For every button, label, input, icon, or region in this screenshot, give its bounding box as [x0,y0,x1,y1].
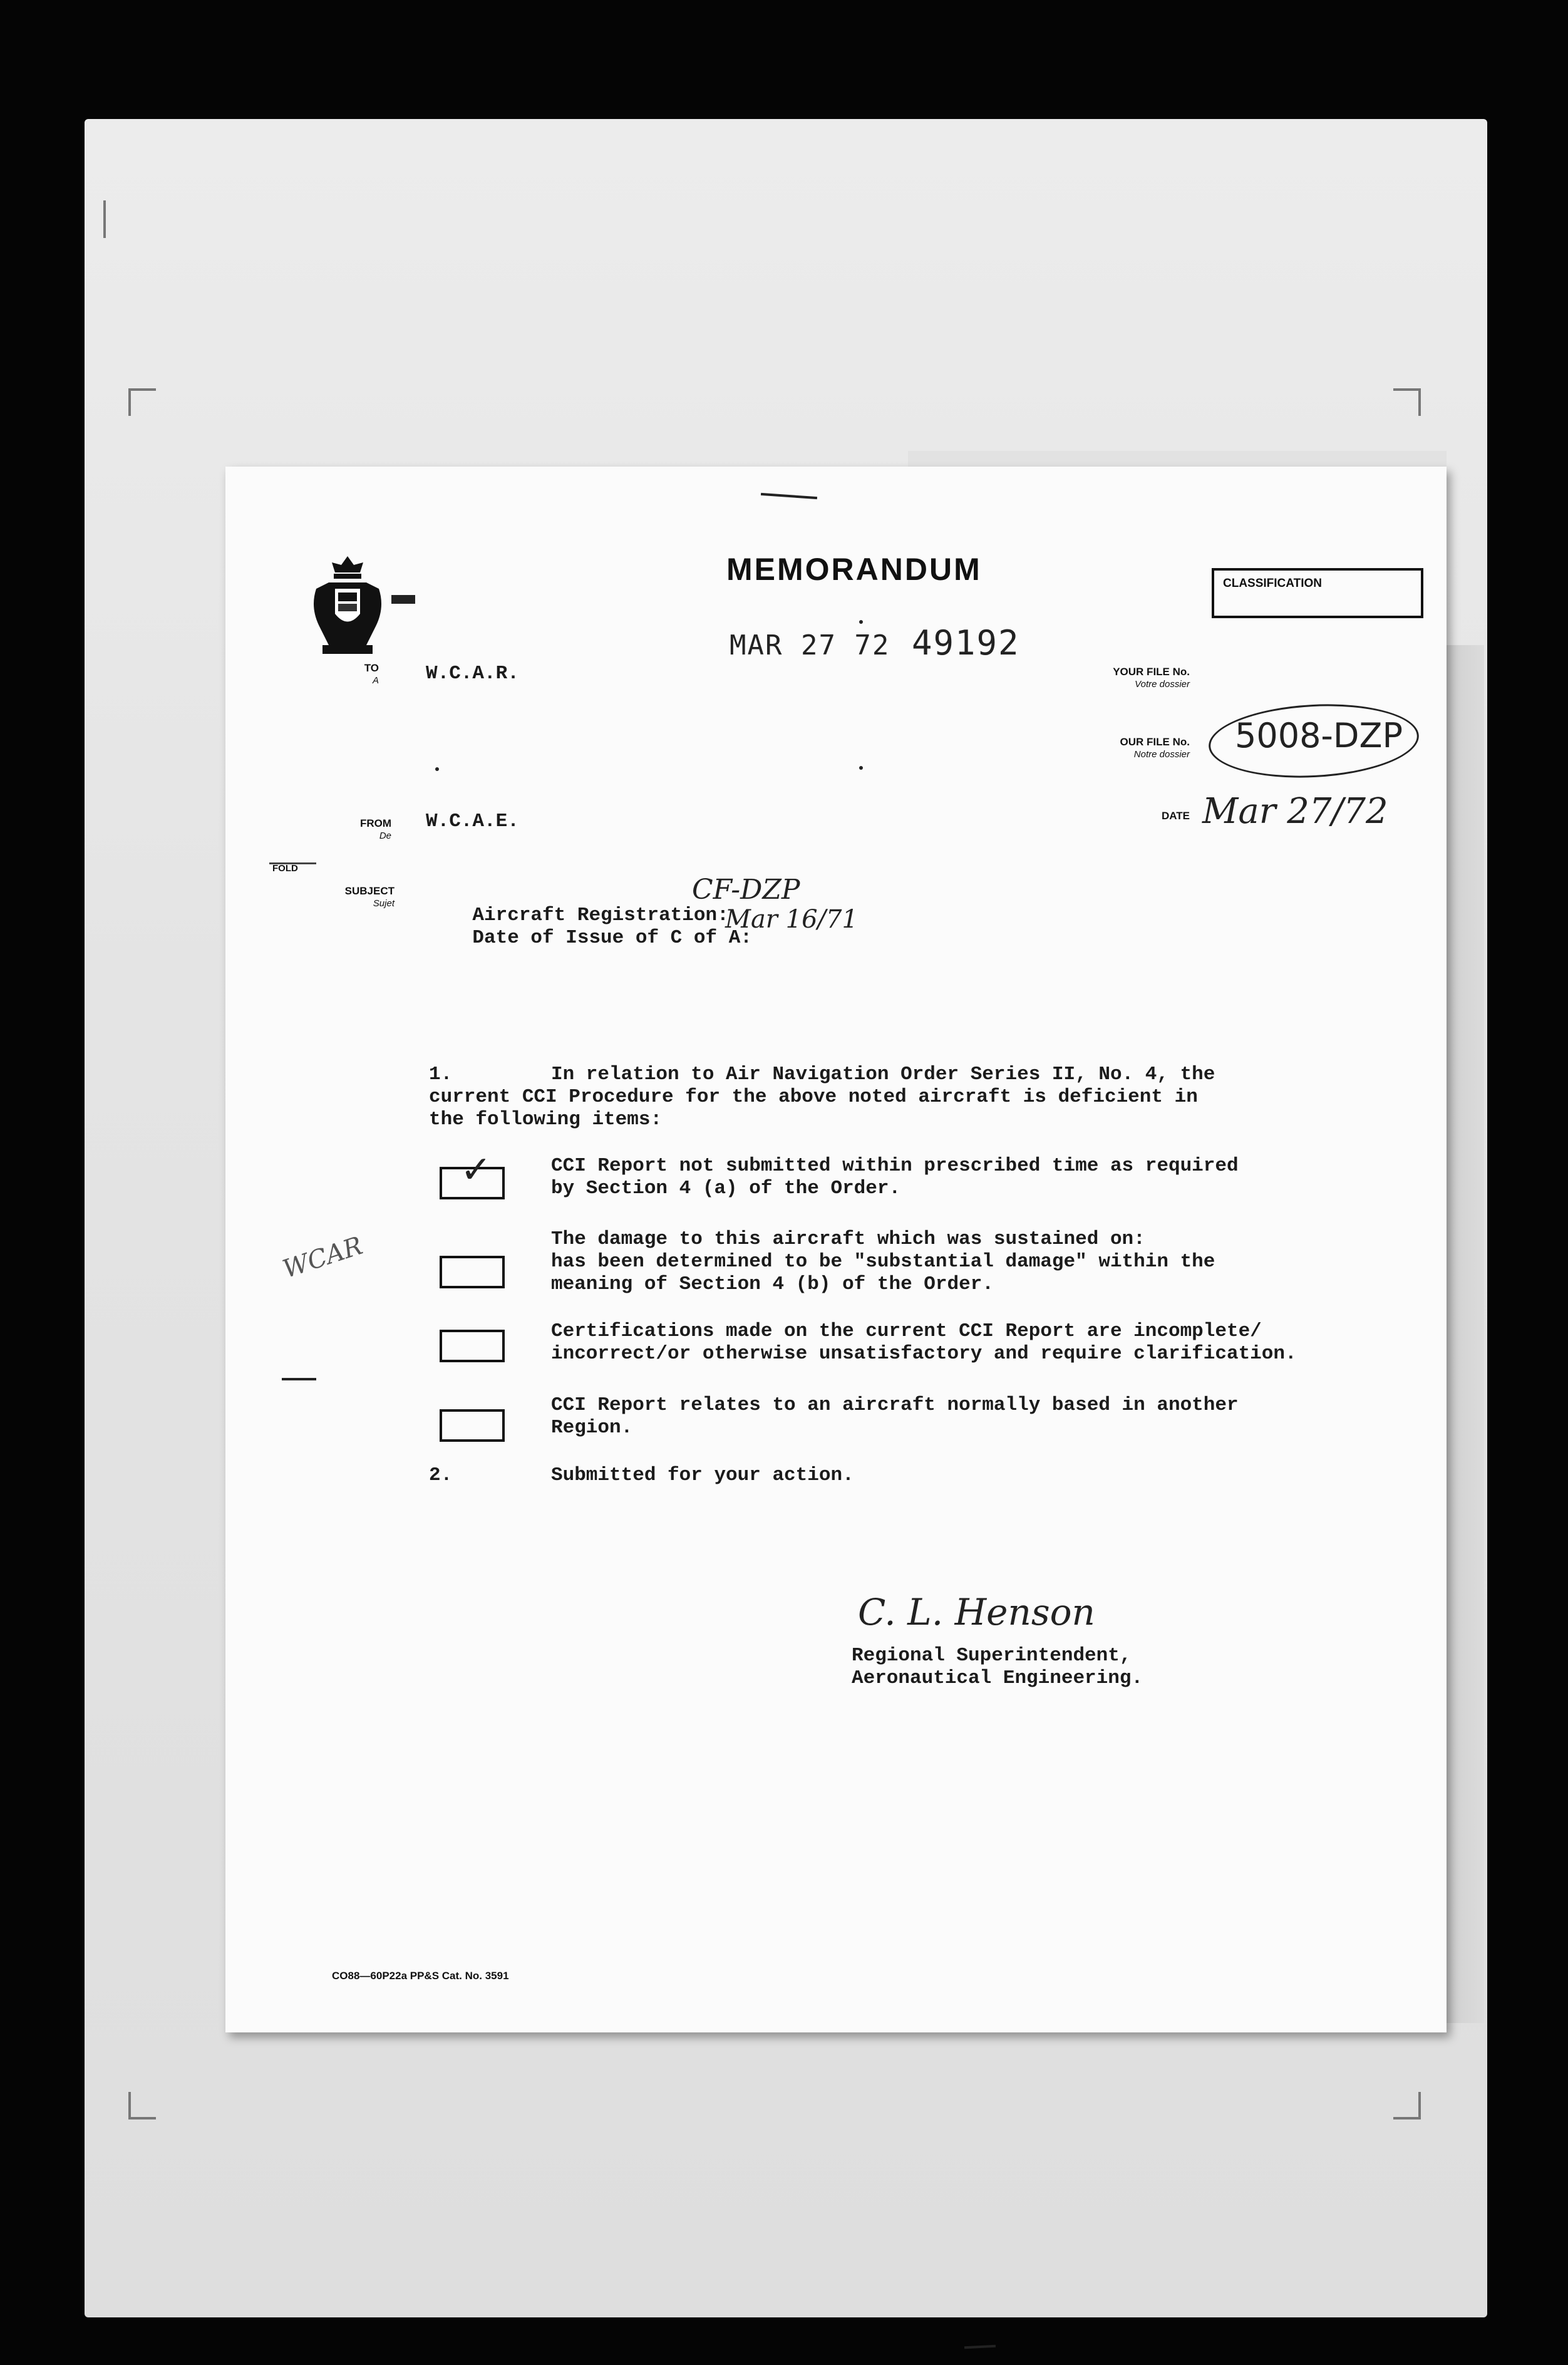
para1-line-3: the following items: [429,1109,663,1131]
dot [859,766,863,770]
subject-label: SUBJECT Sujet [344,885,395,909]
dot [435,767,439,771]
item-2-checkbox[interactable] [440,1256,505,1288]
form-number: CO88—60P22a PP&S Cat. No. 3591 [332,1970,509,1982]
memo-title: MEMORANDUM [726,552,982,587]
crop-mark-top-left [103,200,131,238]
item-4-line-2: Region. [551,1417,633,1439]
bottom-sheet-mark [964,2345,996,2349]
subject-aircraft-value: CF-DZP [692,874,800,906]
dot [859,620,863,624]
para1-line-2: current CCI Procedure for the above noted aircraft is deficient in [429,1086,1198,1108]
underlying-page-edge-right [1447,645,1484,2023]
item-4-line-1: CCI Report relates to an aircraft normally based in another [551,1394,1239,1416]
para1-number: 1. [429,1063,453,1085]
checkmark-icon: ✓ [460,1148,492,1192]
classification-box [1212,568,1423,618]
our-file-value: 5008-DZP [1235,716,1403,755]
date-value: Mar 27/72 [1202,791,1388,832]
coat-of-arms-icon [304,551,391,658]
your-file-label: YOUR FILE No. Votre dossier [1113,666,1190,690]
subject-line-2 [426,903,752,974]
item-3-checkbox[interactable] [440,1330,505,1362]
stamp-smudge [391,595,415,604]
crop-mark-top-left-2 [128,388,156,416]
margin-note: WCAR [279,1231,366,1285]
classification-label: CLASSIFICATION [1223,577,1322,590]
fold-label: FOLD [272,863,298,874]
para2-text: Submitted for your action. [551,1464,854,1486]
para1-line-1: In relation to Air Navigation Order Series II, No. 4, the [551,1063,1215,1085]
to-label: TO A [364,662,379,686]
item-3-line-2: incorrect/or otherwise unsatisfactory and require clarification. [551,1343,1297,1365]
item-2-line-2: has been determined to be "substantial damage" within the [551,1251,1215,1273]
crop-mark-bottom-left [128,2092,156,2119]
to-value: W.C.A.R. [426,663,519,685]
crop-mark-top-right [1393,388,1421,416]
margin-dash [282,1378,316,1380]
item-1-line-2: by Section 4 (a) of the Order. [551,1177,901,1199]
top-handwritten-dash [761,493,817,499]
para2-number: 2. [429,1464,453,1486]
crop-mark-bottom-right [1393,2092,1421,2119]
stamp-number: 49192 [911,623,1020,663]
signature-title-1: Regional Superintendent, [852,1645,1132,1667]
date-label: DATE [1161,810,1190,822]
item-2-line-3: meaning of Section 4 (b) of the Order. [551,1273,994,1295]
subject-issue-label: Date of Issue of C of A: [472,927,752,949]
signature-title-2: Aeronautical Engineering. [852,1667,1143,1689]
item-2-line-1: The damage to this aircraft which was sustained on: [551,1228,1145,1250]
memorandum-page [225,467,1447,2032]
item-4-checkbox[interactable] [440,1409,505,1442]
received-stamp [730,623,1020,663]
stamp-date: MAR 27 72 [730,629,890,661]
from-label: FROM De [359,817,391,841]
item-3-line-1: Certifications made on the current CCI Report are incomplete/ [551,1320,1262,1342]
item-1-line-1: CCI Report not submitted within prescribed time as required [551,1155,1239,1177]
subject-aircraft-label: Aircraft Registration: [472,904,729,926]
signature: C. L. Henson [858,1591,1095,1633]
subject-issue-value: Mar 16/71 [725,905,858,934]
from-value: W.C.A.E. [426,810,519,832]
our-file-label: OUR FILE No. Notre dossier [1120,736,1190,760]
